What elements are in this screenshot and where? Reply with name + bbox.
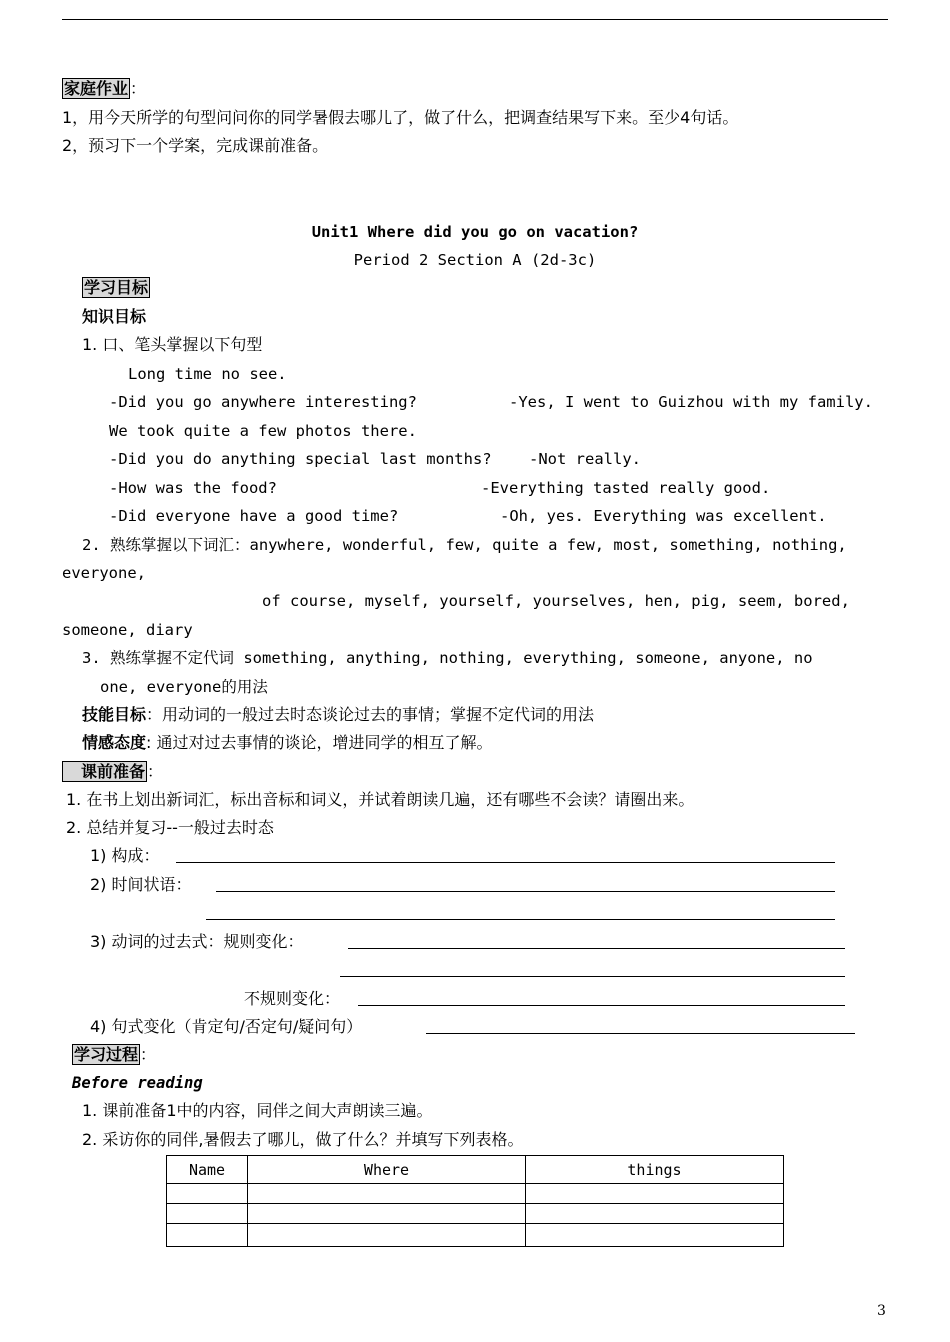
sentence-2-answer: -Yes, I went to Guizhou with my family. [509, 393, 873, 411]
objective-item-3-cont: one, everyone的用法 [100, 678, 268, 696]
sentence-4-answer: -Not really. [529, 450, 641, 468]
prep-item-2: 2. 总结并复习--一般过去时态 [66, 818, 274, 837]
knowledge-heading: 知识目标 [82, 307, 147, 326]
emotion-objective: 情感态度: 通过对过去事情的谈论，增进同学的相互了解。 [82, 733, 493, 752]
table-cell[interactable] [167, 1184, 248, 1204]
table-cell[interactable] [248, 1184, 526, 1204]
regular-change-blank[interactable] [348, 948, 845, 949]
homework-item-1: 1，用今天所学的句型问问你的同学暑假去哪儿了，做了什么，把调查结果写下来。至少4句话。 [62, 108, 739, 127]
time-adverbial-blank-2[interactable] [206, 919, 835, 920]
before-reading: Before reading [72, 1074, 203, 1092]
table-row [167, 1224, 784, 1247]
time-adverbial-blank[interactable] [216, 891, 835, 892]
table-row [167, 1184, 784, 1204]
sentence-5-question: -How was the food? [109, 479, 277, 497]
objective-item-1: 1. 口、笔头掌握以下句型 [82, 335, 263, 354]
skill-objective: 技能目标：用动词的一般过去时态谈论过去的事情；掌握不定代词的用法 [82, 705, 595, 724]
table-header-row [167, 1156, 784, 1184]
homework-heading-line: 家庭作业 ： [64, 79, 147, 98]
sentence-3: We took quite a few photos there. [109, 422, 417, 440]
table-cell[interactable] [248, 1204, 526, 1224]
table-cell[interactable] [526, 1224, 784, 1247]
process-item-2: 2. 采访你的同伴,暑假去了哪儿，做了什么？并填写下列表格。 [82, 1130, 524, 1149]
sentence-4-question: -Did you do anything special last months? [109, 450, 492, 468]
process-heading-line: 学习过程 ： [74, 1045, 157, 1064]
homework-item-2: 2，预习下一个学案，完成课前准备。 [62, 136, 329, 155]
table-row [167, 1204, 784, 1224]
page-number: 3 [877, 1303, 886, 1319]
period-title: Period 2 Section A (2d-3c) [353, 251, 597, 269]
objective-item-2-cont1: everyone, [62, 564, 146, 582]
unit-title: Unit1 Where did you go on vacation? [311, 223, 639, 241]
prep-heading-line: 课前准备 ： [62, 762, 163, 782]
prep-field-time-adverbial: 2) 时间状语： [90, 875, 192, 894]
prep-field-past-tense: 3) 动词的过去式：规则变化： [90, 932, 304, 951]
prep-field-irregular: 不规则变化： [244, 989, 341, 1008]
process-heading: 学习过程 [74, 1045, 139, 1064]
table-cell[interactable] [248, 1224, 526, 1247]
prep-field-structure: 1) 构成： [90, 846, 160, 865]
sentence-forms-blank[interactable] [426, 1033, 855, 1034]
objectives-heading: 学习目标 [84, 278, 149, 297]
table-cell[interactable] [167, 1204, 248, 1224]
sentence-5-answer: -Everything tasted really good. [481, 479, 771, 497]
process-item-1: 1. 课前准备1中的内容，同伴之间大声朗读三遍。 [82, 1101, 433, 1120]
homework-heading: 家庭作业 [64, 79, 129, 98]
objective-item-2-cont3: someone, diary [62, 621, 193, 639]
objective-item-3: 3. 熟练掌握不定代词 something, anything, nothing, everything, someone, anyone, no [82, 649, 813, 667]
regular-change-blank-2[interactable] [340, 976, 845, 977]
objectives-heading-line [82, 278, 150, 298]
table-cell[interactable] [526, 1184, 784, 1204]
table-header-things: things [526, 1156, 784, 1184]
table-cell[interactable] [526, 1204, 784, 1224]
table-header-where: Where [248, 1156, 526, 1184]
sentence-6-answer: -Oh, yes. Everything was excellent. [500, 507, 827, 525]
sentence-2-question: -Did you go anywhere interesting? [109, 393, 417, 411]
objective-item-2: 2. 熟练掌握以下词汇：anywhere, wonderful, few, quite a few, most, something, nothing, [82, 536, 847, 554]
structure-blank[interactable] [176, 862, 835, 863]
interview-table [166, 1155, 784, 1247]
sentence-6-question: -Did everyone have a good time? [109, 507, 399, 525]
objective-item-2-cont2: of course, myself, yourself, yourselves, hen, pig, seem, bored, [262, 592, 850, 610]
irregular-change-blank[interactable] [358, 1005, 845, 1006]
table-cell[interactable] [167, 1224, 248, 1247]
prep-item-1: 1. 在书上划出新词汇，标出音标和词义，并试着朗读几遍，还有哪些不会读？请圈出来。 [66, 790, 695, 809]
table-header-name: Name [167, 1156, 248, 1184]
sentence-1: Long time no see. [128, 365, 287, 383]
header-rule [62, 19, 888, 20]
prep-field-sentence-forms: 4) 句式变化（肯定句/否定句/疑问句） [90, 1017, 363, 1036]
prep-heading: 课前准备 [62, 761, 147, 782]
